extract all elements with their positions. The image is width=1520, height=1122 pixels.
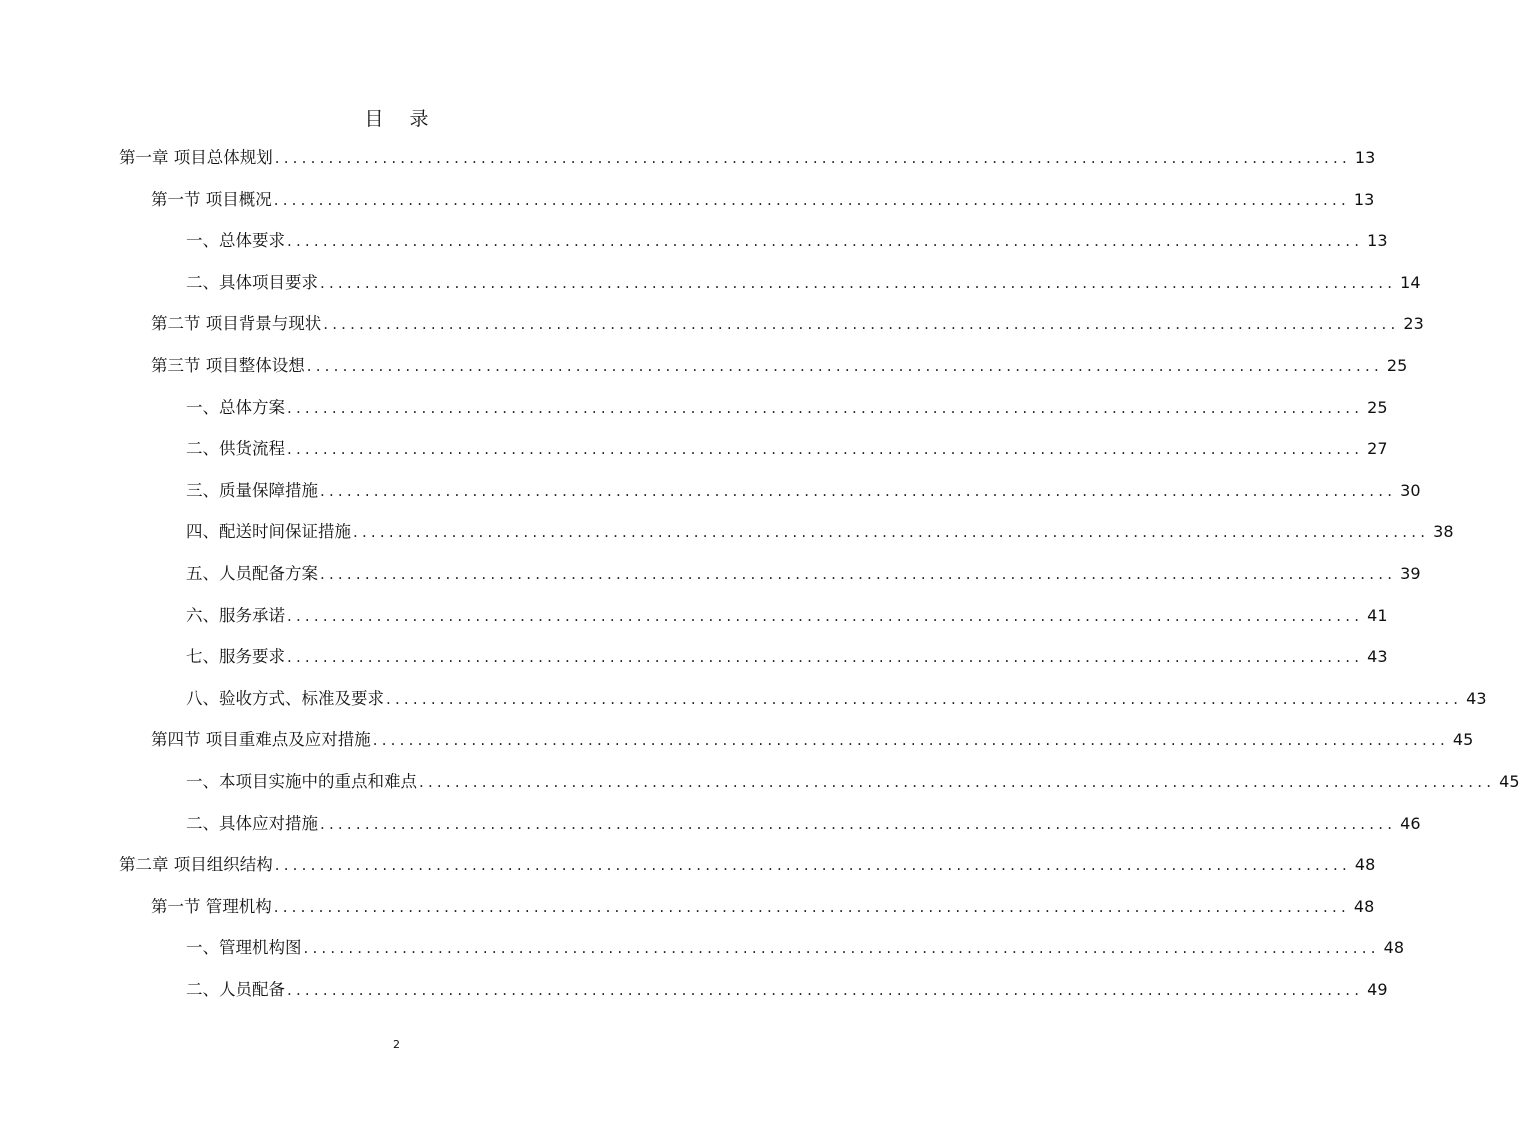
toc-entry-label: 第一章 项目总体规划 — [119, 148, 273, 167]
toc-entry-label: 一、总体要求 — [186, 231, 285, 251]
toc-dot-leader: ........................................................................................................................ — [320, 481, 1397, 500]
toc-entry-label: 一、总体方案 — [186, 397, 285, 417]
toc-entry-label: 第二章 项目组织结构 — [119, 855, 273, 875]
toc-entry[interactable] — [186, 228, 1388, 254]
toc-entry[interactable] — [186, 811, 1421, 837]
toc-dot-leader: ........................................................................................................................ — [320, 273, 1397, 292]
toc-dot-leader: ........................................................................................................................ — [287, 981, 1364, 999]
toc-entry-label: 第四节 项目重难点及应对措施 — [151, 730, 371, 750]
toc-entry[interactable] — [151, 894, 1375, 920]
toc-entry[interactable] — [186, 686, 1487, 712]
toc-dot-leader: ........................................................................................................................ — [274, 149, 1351, 167]
toc-entry-page: 14 — [1400, 272, 1421, 292]
toc-entry-page: 43 — [1367, 647, 1388, 667]
toc-entry-page: 49 — [1367, 980, 1388, 999]
toc-entry-page: 48 — [1353, 896, 1375, 916]
toc-entry[interactable] — [151, 187, 1375, 213]
toc-entry[interactable] — [151, 353, 1408, 379]
toc-dot-leader: ........................................................................................................................ — [419, 773, 1496, 791]
toc-title: 目 录 — [364, 108, 439, 130]
toc-entry[interactable] — [186, 270, 1421, 296]
toc-entry[interactable] — [186, 935, 1405, 961]
toc-entry-page: 38 — [1433, 522, 1454, 542]
toc-entry-page: 43 — [1466, 688, 1487, 708]
toc-entry-label: 一、管理机构图 — [186, 938, 302, 958]
toc-entry-label: 八、验收方式、标准及要求 — [186, 688, 384, 708]
toc-entry[interactable] — [119, 852, 1376, 878]
toc-entry-page: 25 — [1367, 397, 1388, 417]
toc-entry-page: 13 — [1353, 189, 1375, 209]
toc-entry-page: 27 — [1367, 439, 1388, 459]
toc-entry-page: 13 — [1354, 148, 1376, 167]
toc-entry-label: 第一节 项目概况 — [151, 189, 272, 209]
toc-entry-label: 二、人员配备 — [186, 980, 285, 999]
toc-entry-label: 第三节 项目整体设想 — [151, 356, 305, 375]
toc-dot-leader: ........................................................................................................................ — [274, 856, 1351, 875]
toc-dot-leader: ........................................................................................................................ — [306, 357, 1383, 375]
toc-entry[interactable] — [186, 977, 1388, 1003]
toc-dot-leader: ........................................................................................................................ — [287, 232, 1364, 251]
page-number: 2 — [393, 1038, 400, 1051]
toc-dot-leader: ........................................................................................................................ — [353, 523, 1430, 542]
toc-entry-label: 七、服务要求 — [186, 647, 285, 667]
toc-dot-leader: ........................................................................................................................ — [287, 648, 1364, 667]
toc-entry-label: 第二节 项目背景与现状 — [151, 314, 322, 334]
toc-entry-page: 23 — [1403, 314, 1424, 334]
toc-entry-label: 六、服务承诺 — [186, 605, 285, 625]
toc-entry-label: 四、配送时间保证措施 — [186, 522, 351, 542]
toc-entry-page: 39 — [1400, 564, 1421, 583]
toc-dot-leader: ........................................................................................................................ — [372, 731, 1449, 750]
toc-dot-leader: ........................................................................................................................ — [320, 814, 1397, 833]
toc-dot-leader: ........................................................................................................................ — [287, 606, 1364, 625]
toc-entry[interactable] — [186, 478, 1421, 504]
toc-entry-label: 二、具体应对措施 — [186, 813, 318, 833]
toc-dot-leader: ........................................................................................................................ — [273, 190, 1350, 209]
toc-entry[interactable] — [186, 395, 1388, 421]
toc-dot-leader: ........................................................................................................................ — [287, 398, 1364, 417]
toc-entry[interactable] — [186, 644, 1388, 670]
toc-entry-label: 三、质量保障措施 — [186, 480, 318, 500]
toc-entry[interactable] — [186, 561, 1421, 587]
toc-dot-leader: ........................................................................................................................ — [386, 689, 1463, 708]
toc-entry[interactable] — [119, 145, 1376, 171]
toc-entry-label: 一、本项目实施中的重点和难点 — [186, 772, 417, 791]
toc-entry[interactable] — [151, 727, 1474, 753]
toc-entry-page: 48 — [1354, 855, 1376, 875]
toc-dot-leader: ........................................................................................................................ — [323, 315, 1400, 334]
toc-entry[interactable] — [186, 603, 1388, 629]
toc-entry-page: 30 — [1400, 480, 1421, 500]
toc-entry-page: 45 — [1452, 730, 1474, 750]
toc-dot-leader: ........................................................................................................................ — [320, 565, 1397, 583]
toc-dot-leader: ........................................................................................................................ — [273, 897, 1350, 916]
toc-entry-label: 二、供货流程 — [186, 439, 285, 459]
toc-entry[interactable] — [186, 436, 1388, 462]
toc-entry-label: 五、人员配备方案 — [186, 564, 318, 583]
toc-entry-page: 25 — [1386, 356, 1408, 375]
toc-entry-label: 第一节 管理机构 — [151, 896, 272, 916]
toc-entry-label: 二、具体项目要求 — [186, 272, 318, 292]
toc-entry[interactable] — [151, 311, 1424, 337]
toc-entry[interactable] — [186, 519, 1454, 545]
toc-dot-leader: ........................................................................................................................ — [287, 440, 1364, 459]
toc-entry-page: 48 — [1383, 938, 1405, 958]
toc-dot-leader: ........................................................................................................................ — [303, 939, 1380, 958]
toc-entry-page: 45 — [1499, 772, 1520, 791]
toc-entry-page: 41 — [1367, 605, 1388, 625]
toc-entry-page: 46 — [1400, 813, 1421, 833]
toc-entry[interactable] — [186, 769, 1520, 795]
toc-entry-page: 13 — [1367, 231, 1388, 251]
